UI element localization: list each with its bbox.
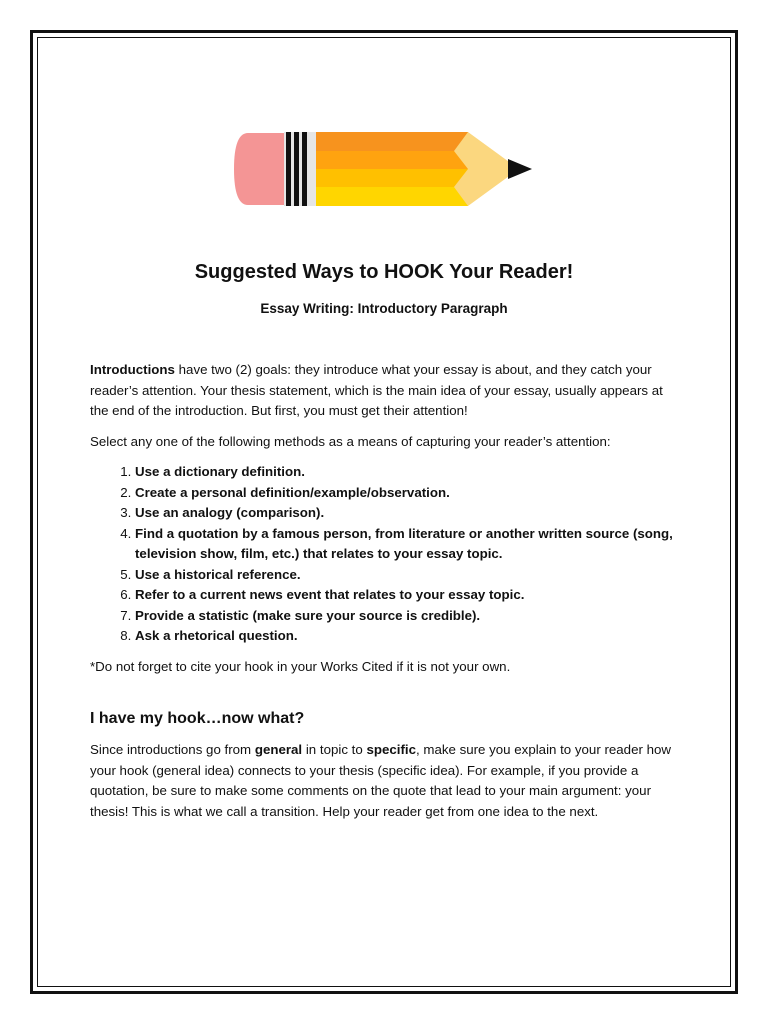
transition-text-3: , make sure you explain to your reader how your hook (general idea) connects to your thesis (specific idea). For example, if you provide a quotation, be sure to make some comments on the quote that lead to your main argument: your thesis! This is what we call a transition. Help your reader get from one idea to the next. (90, 742, 671, 819)
section-heading: I have my hook…now what? (90, 710, 305, 727)
pencil-body-stripe-4 (316, 187, 468, 206)
document-body (90, 360, 682, 822)
list-item: 8. Ask a rhetorical question. (135, 626, 682, 647)
pencil-body-stripe-1 (316, 132, 468, 151)
pencil-body-stripe-3 (316, 169, 468, 187)
transition-text-2: in topic to (302, 742, 367, 757)
intro-lead: Introductions (90, 362, 175, 377)
transition-bold-specific: specific (366, 742, 416, 757)
intro-text: have two (2) goals: they introduce what your essay is about, and they catch your reader’s attention. Your thesis statement, which is the main idea of your essay, usually appears at the end of the introduction. But first, you must get their attention! (90, 362, 663, 418)
list-item: 7. Provide a statistic (make sure your source is credible). (135, 606, 682, 627)
pencil-body-stripe-2 (316, 151, 468, 169)
hook-methods-list (90, 462, 682, 647)
pencil-lead (508, 159, 532, 179)
pencil-eraser (234, 133, 286, 205)
list-item: 2. Create a personal definition/example/observation. (135, 483, 682, 504)
list-item: 6. Refer to a current news event that relates to your essay topic. (135, 585, 682, 606)
citation-note: *Do not forget to cite your hook in your Works Cited if it is not your own. (90, 658, 511, 674)
list-item: 3. Use an analogy (comparison). (135, 503, 682, 524)
transition-text-1: Since introductions go from (90, 742, 255, 757)
list-item: 4. Find a quotation by a famous person, from literature or another written source (song, television show, film, etc.) that relates to your essay topic. (135, 524, 682, 565)
page-subtitle: Essay Writing: Introductory Paragraph (260, 301, 508, 316)
list-item: 5. Use a historical reference. (135, 565, 682, 586)
pencil-icon (234, 129, 534, 209)
transition-paragraph (90, 740, 682, 822)
page-title: Suggested Ways to HOOK Your Reader! (194, 261, 574, 283)
list-item: 1. Use a dictionary definition. (135, 462, 682, 483)
transition-bold-general: general (254, 742, 303, 757)
select-instruction: Select any one of the following methods as a means of capturing your reader’s attention: (90, 433, 611, 449)
intro-paragraph (90, 360, 682, 422)
